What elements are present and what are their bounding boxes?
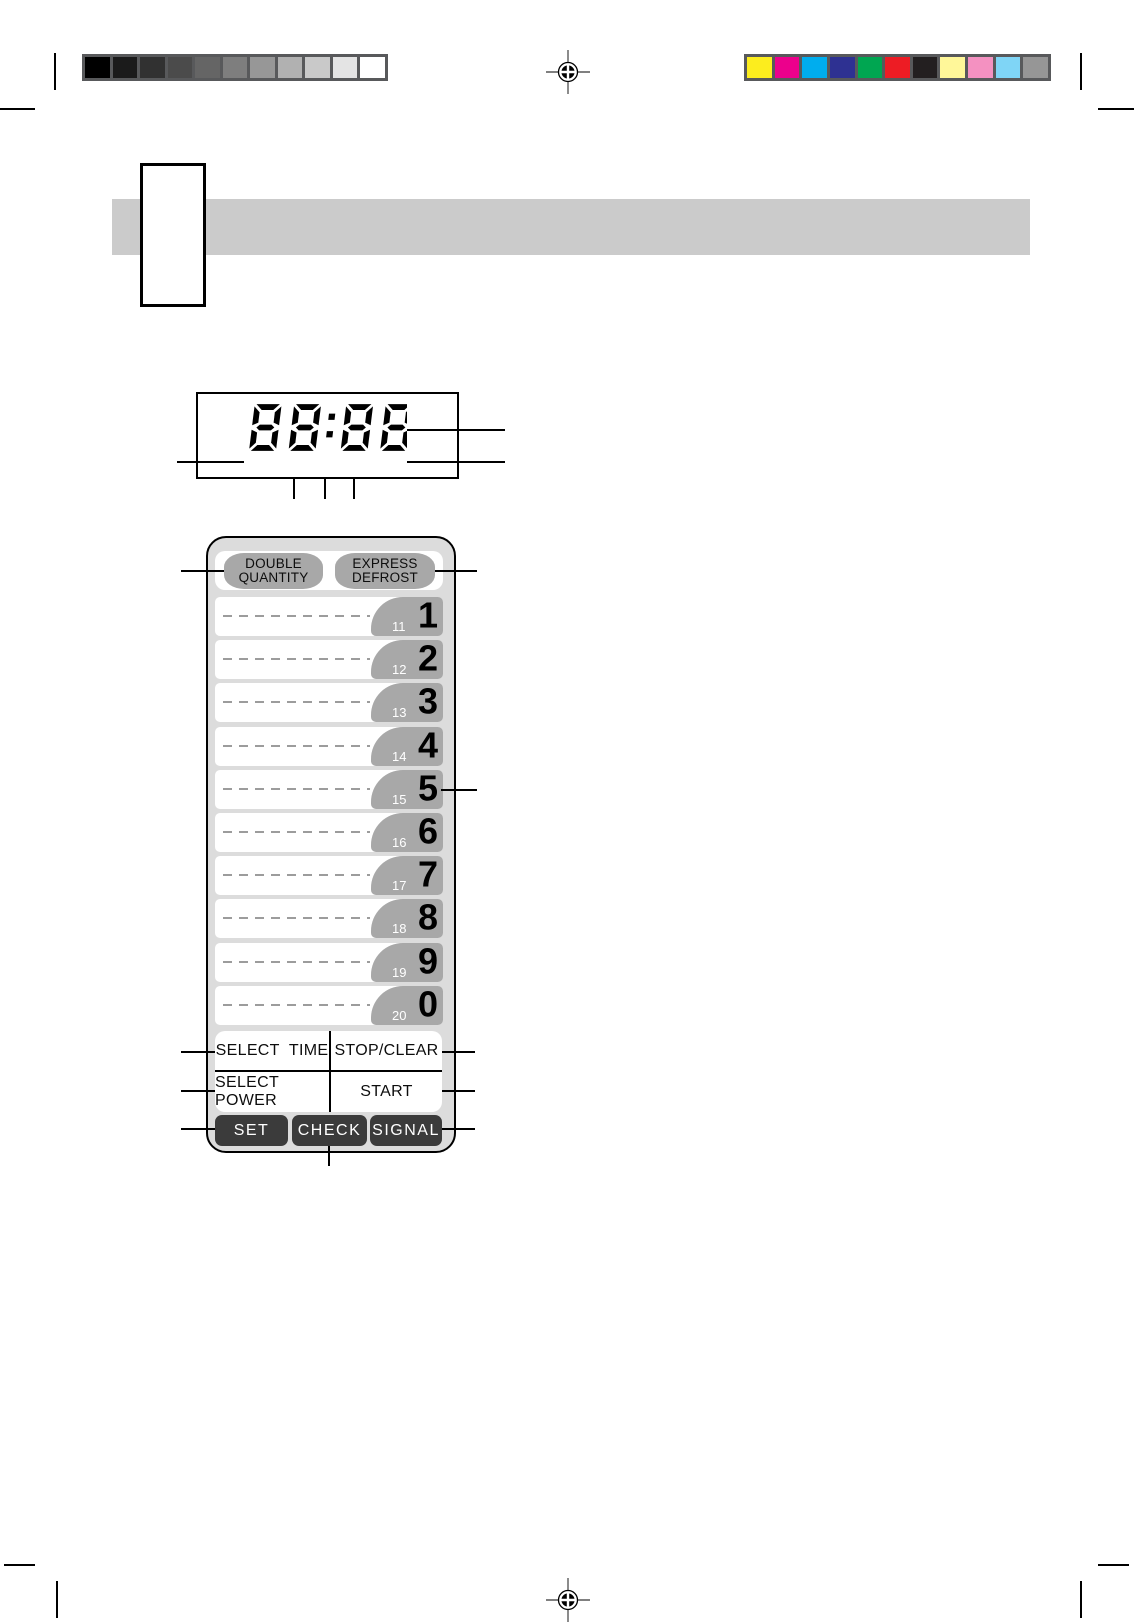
digit-pad bbox=[371, 809, 443, 852]
digit-pad bbox=[371, 939, 443, 982]
color-swatch bbox=[802, 57, 827, 78]
digit-pad bbox=[371, 679, 443, 722]
color-swatch bbox=[996, 57, 1021, 78]
pad-index: 11 bbox=[392, 619, 406, 634]
dashed-write-line bbox=[223, 917, 370, 919]
digit-pad bbox=[371, 593, 443, 636]
crop-tick bbox=[1098, 1564, 1129, 1566]
pad-digit: 5 bbox=[417, 766, 438, 808]
pad-index: 20 bbox=[392, 1008, 407, 1023]
digit-pad bbox=[371, 723, 443, 766]
signal-button bbox=[370, 1115, 442, 1146]
digit-row bbox=[215, 593, 443, 636]
button-label: START bbox=[360, 1083, 413, 1100]
gray-swatch bbox=[113, 57, 138, 78]
pad-index: 12 bbox=[392, 662, 407, 677]
color-swatch bbox=[830, 57, 855, 78]
gray-swatch bbox=[168, 57, 193, 78]
check-button bbox=[292, 1115, 367, 1146]
registration-mark-icon bbox=[546, 50, 590, 94]
button-label: QUANTITY bbox=[238, 570, 309, 585]
button-label: DEFROST bbox=[352, 570, 418, 585]
callout-line bbox=[441, 789, 477, 791]
button-label: SIGNAL bbox=[372, 1121, 440, 1139]
digit-pad bbox=[371, 852, 443, 895]
callout-line bbox=[181, 1128, 215, 1130]
callout-line bbox=[407, 461, 505, 463]
callout-line bbox=[181, 1090, 215, 1092]
callout-line bbox=[181, 1051, 215, 1053]
digit-pad bbox=[371, 895, 443, 938]
pad-digit: 0 bbox=[417, 982, 438, 1024]
gray-swatch bbox=[278, 57, 303, 78]
crop-tick bbox=[1098, 108, 1134, 110]
callout-line bbox=[328, 1146, 330, 1166]
section-marker-box bbox=[140, 163, 206, 307]
digit-pad bbox=[371, 982, 443, 1025]
callout-line bbox=[442, 1090, 475, 1092]
dashed-write-line bbox=[223, 658, 370, 660]
color-swatch bbox=[747, 57, 772, 78]
color-calibration-bar bbox=[744, 54, 1051, 81]
set-button bbox=[215, 1115, 288, 1146]
pad-digit: 1 bbox=[417, 593, 438, 635]
stop-clear-button bbox=[331, 1031, 442, 1070]
callout-line bbox=[353, 477, 355, 499]
color-swatch bbox=[913, 57, 938, 78]
section-header-bar bbox=[112, 199, 1030, 255]
button-label: SELECT TIME bbox=[215, 1041, 329, 1059]
digit-row bbox=[215, 679, 443, 722]
gray-swatch bbox=[305, 57, 330, 78]
digit-row bbox=[215, 895, 443, 938]
dashed-write-line bbox=[223, 701, 370, 703]
callout-line bbox=[435, 570, 477, 572]
callout-line bbox=[442, 1051, 475, 1053]
callout-line bbox=[442, 1128, 475, 1130]
callout-line bbox=[407, 429, 505, 431]
callout-line bbox=[181, 570, 224, 572]
digit-pad bbox=[371, 636, 443, 679]
pad-digit: 9 bbox=[417, 939, 438, 981]
gray-swatch bbox=[250, 57, 275, 78]
grayscale-calibration-bar bbox=[82, 54, 388, 81]
pad-index: 15 bbox=[392, 792, 407, 807]
pad-index: 14 bbox=[392, 749, 407, 764]
dashed-write-line bbox=[223, 874, 370, 876]
dashed-write-line bbox=[223, 1004, 370, 1006]
gray-swatch bbox=[85, 57, 110, 78]
callout-line bbox=[324, 477, 326, 499]
digit-row bbox=[215, 939, 443, 982]
digit-row bbox=[215, 766, 443, 809]
color-swatch bbox=[1023, 57, 1048, 78]
color-swatch bbox=[775, 57, 800, 78]
gray-swatch bbox=[223, 57, 248, 78]
pad-digit: 2 bbox=[417, 636, 438, 678]
button-label: SELECT POWER bbox=[215, 1074, 279, 1109]
color-swatch bbox=[858, 57, 883, 78]
crop-tick bbox=[0, 108, 35, 110]
gray-swatch bbox=[360, 57, 385, 78]
dashed-write-line bbox=[223, 788, 370, 790]
registration-mark-icon bbox=[546, 1578, 590, 1622]
button-label: DOUBLE bbox=[245, 555, 302, 571]
color-swatch bbox=[885, 57, 910, 78]
pad-digit: 6 bbox=[417, 809, 438, 851]
seven-segment-display bbox=[249, 404, 407, 451]
callout-line bbox=[293, 477, 295, 499]
digit-pad bbox=[371, 766, 443, 809]
express-defrost-button bbox=[335, 553, 435, 589]
gray-swatch bbox=[333, 57, 358, 78]
button-label: SET bbox=[233, 1121, 270, 1139]
color-swatch bbox=[940, 57, 965, 78]
dashed-write-line bbox=[223, 615, 370, 617]
button-label: STOP/CLEAR bbox=[334, 1041, 439, 1059]
digit-row bbox=[215, 852, 443, 895]
pad-index: 18 bbox=[392, 921, 407, 936]
pad-index: 19 bbox=[392, 965, 407, 980]
digit-row bbox=[215, 982, 443, 1025]
callout-line bbox=[177, 461, 244, 463]
pad-digit: 4 bbox=[417, 723, 438, 765]
crop-tick bbox=[56, 1581, 58, 1618]
pad-index: 13 bbox=[392, 705, 407, 720]
pad-digit: 7 bbox=[417, 852, 438, 894]
digit-row bbox=[215, 723, 443, 766]
digit-row bbox=[215, 809, 443, 852]
dashed-write-line bbox=[223, 831, 370, 833]
crop-tick bbox=[1080, 1581, 1082, 1618]
gray-swatch bbox=[195, 57, 220, 78]
pad-index: 16 bbox=[392, 835, 407, 850]
crop-tick bbox=[54, 53, 56, 90]
pad-digit: 8 bbox=[417, 895, 438, 937]
start-button bbox=[331, 1072, 442, 1112]
pad-index: 17 bbox=[392, 878, 407, 893]
select-time-button bbox=[215, 1031, 329, 1070]
button-label: CHECK bbox=[297, 1121, 362, 1139]
button-label: EXPRESS bbox=[352, 555, 418, 571]
dashed-write-line bbox=[223, 961, 370, 963]
crop-tick bbox=[4, 1564, 35, 1566]
select-power-button bbox=[215, 1072, 329, 1112]
double-quantity-button bbox=[224, 553, 323, 589]
crop-tick bbox=[1080, 53, 1082, 90]
dashed-write-line bbox=[223, 745, 370, 747]
gray-swatch bbox=[140, 57, 165, 78]
pad-digit: 3 bbox=[417, 679, 438, 721]
color-swatch bbox=[968, 57, 993, 78]
digit-row bbox=[215, 636, 443, 679]
